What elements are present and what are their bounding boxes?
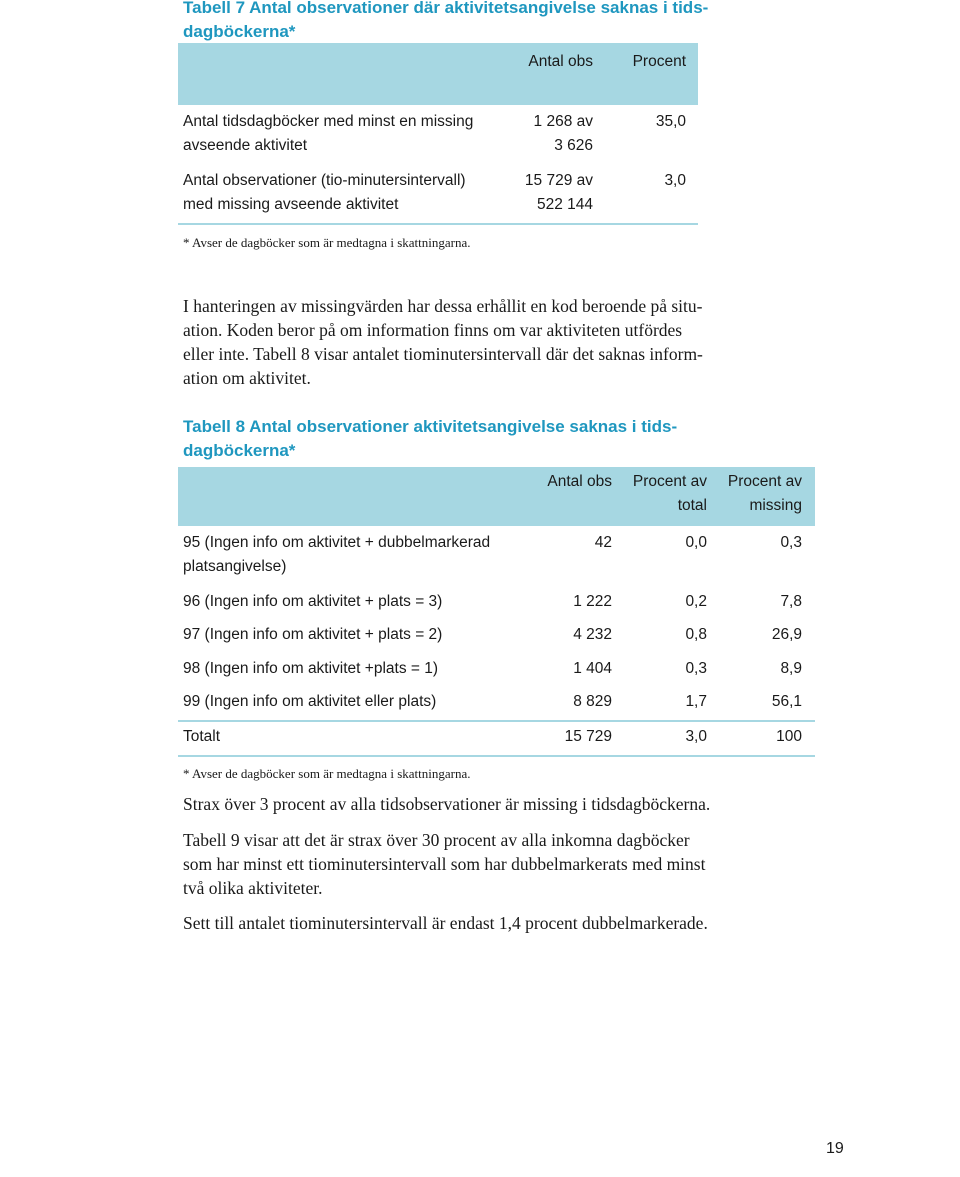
table7-header-antal-obs: Antal obs <box>528 53 593 70</box>
table8-footnote: * Avser de dagböcker som är medtagna i skattningarna. <box>183 766 471 781</box>
caption-line: dagböckerna* <box>183 441 296 460</box>
table8-total-rule-top <box>178 720 815 722</box>
table8-header-antal-obs: Antal obs <box>547 473 612 490</box>
table8-row-total: 1,7 <box>685 693 707 710</box>
table7-footnote: * Avser de dagböcker som är medtagna i skattningarna. <box>183 235 471 250</box>
table8-row-label: 96 (Ingen info om aktivitet + plats = 3) <box>183 593 443 610</box>
table8-row-missing: 0,3 <box>780 534 802 551</box>
table8-caption <box>183 415 677 463</box>
table7-header-procent: Procent <box>632 53 686 70</box>
table8-row-total: 0,2 <box>685 593 707 610</box>
table8-header-procent-total: Procent av total <box>632 473 707 514</box>
table8-total-missing: 100 <box>776 728 802 745</box>
paragraph-summary: Strax över 3 procent av alla tidsobservationer är missing i tidsdagböckerna. <box>183 794 711 814</box>
table8-total-label: Totalt <box>183 728 221 745</box>
paragraph-double-marked: Sett till antalet tiominutersintervall är endast 1,4 procent dubbelmarkerade. <box>183 913 708 933</box>
paragraph-table9: Tabell 9 visar att det är strax över 30 procent av alla inkomna dagböcker som har minst ett tiominutersintervall som har dubbelmarkerats med minst två olika aktiviteter. <box>183 830 706 898</box>
table8-row-antal: 42 <box>594 534 612 551</box>
table8-row-label: 95 (Ingen info om aktivitet + dubbelmarkerad platsangivelse) <box>183 534 491 575</box>
table8-row-total: 0,8 <box>685 626 707 643</box>
caption-line: Tabell 8 Antal observationer aktivitetsangivelse saknas i tids- <box>183 417 678 436</box>
table8-row-missing: 8,9 <box>780 660 802 677</box>
table8-bottom-rule <box>178 755 815 757</box>
table7-caption <box>183 0 708 44</box>
table8-row-missing: 26,9 <box>771 626 802 643</box>
caption-line: Tabell 7 Antal observationer där aktivitetsangivelse saknas i tids- <box>183 0 709 17</box>
table7-row-procent: 35,0 <box>655 113 686 130</box>
table8-row-antal: 1 222 <box>573 593 612 610</box>
table8-row-total: 0,0 <box>685 534 707 551</box>
table8-total-antal: 15 729 <box>564 728 612 745</box>
page-number: 19 <box>826 1140 844 1157</box>
table8-row-missing: 7,8 <box>780 593 802 610</box>
table7-row-label: Antal observationer (tio-minutersintervall) med missing avseende aktivitet <box>183 172 466 213</box>
table8-row-missing: 56,1 <box>771 693 802 710</box>
table7-row-antal: 15 729 av 522 144 <box>524 172 593 213</box>
table8-row-antal: 8 829 <box>573 693 612 710</box>
table7-row-label: Antal tidsdagböcker med minst en missing avseende aktivitet <box>183 113 474 154</box>
table8-row-total: 0,3 <box>685 660 707 677</box>
table8-row-label: 98 (Ingen info om aktivitet +plats = 1) <box>183 660 439 677</box>
table8-header-procent-missing: Procent av missing <box>727 473 802 514</box>
table7-row-procent: 3,0 <box>664 172 686 189</box>
paragraph-missing-codes: I hanteringen av missingvärden har dessa erhållit en kod beroende på situ- ation. Koden beror på om information finns om var aktiviteten utfördes eller inte. Tabell 8 visar antalet tiominutersintervall där det saknas inform- ation om aktivitet. <box>183 296 703 388</box>
table8-row-label: 97 (Ingen info om aktivitet + plats = 2) <box>183 626 443 643</box>
caption-line: dagböckerna* <box>183 22 296 41</box>
table7-bottom-rule <box>178 223 698 225</box>
table8-row-label: 99 (Ingen info om aktivitet eller plats) <box>183 693 437 710</box>
table7-row-antal: 1 268 av 3 626 <box>533 113 593 154</box>
table8-total-total: 3,0 <box>685 728 707 745</box>
table8-row-antal: 1 404 <box>573 660 612 677</box>
table8-row-antal: 4 232 <box>573 626 612 643</box>
